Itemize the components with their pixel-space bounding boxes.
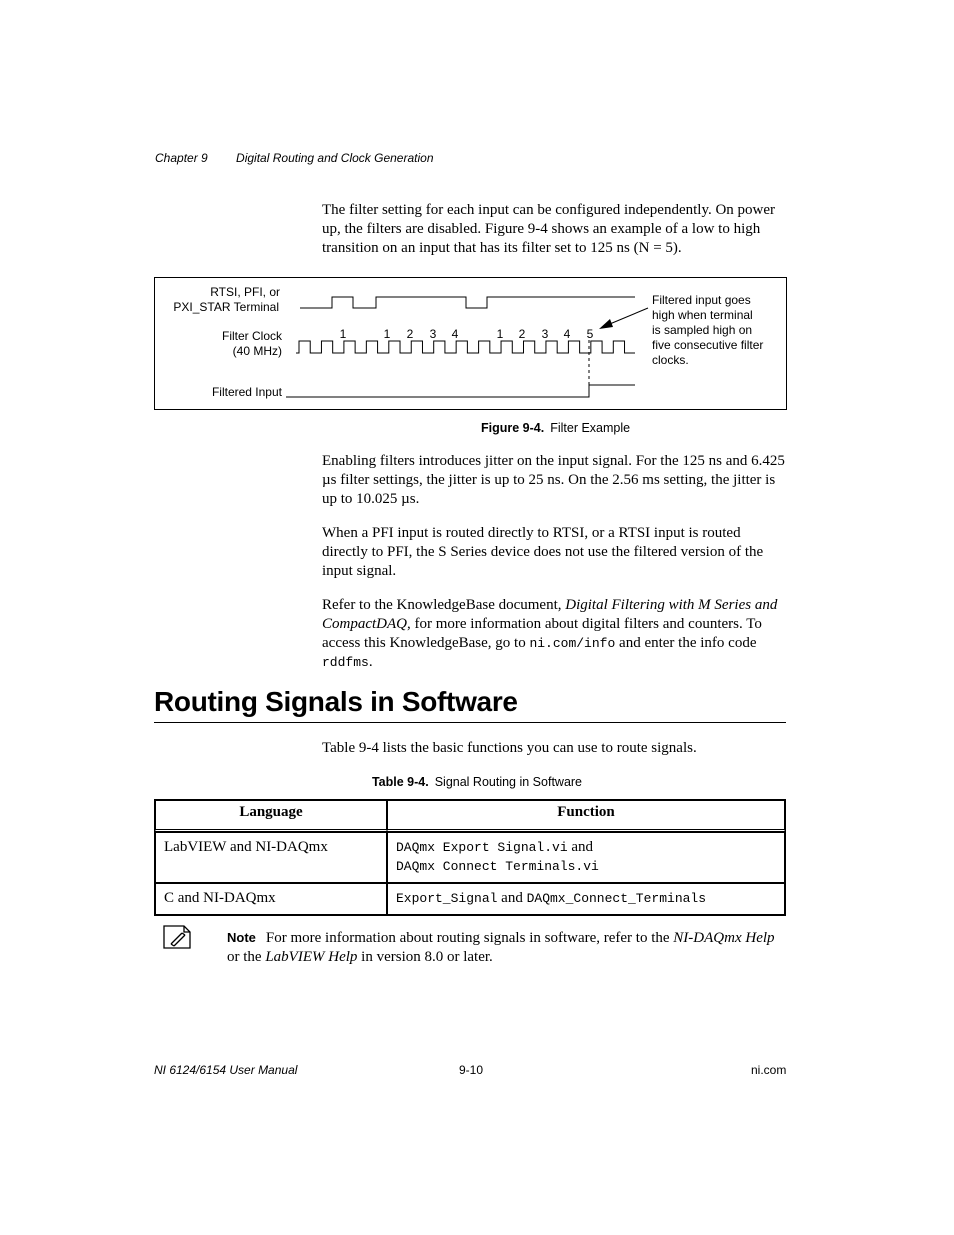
table-caption [0, 775, 954, 789]
note-text [227, 928, 786, 967]
kb-text-3: and enter the info code [615, 635, 757, 651]
figure-caption-text: Filter Example [550, 421, 631, 435]
clock-cycle-number: 3 [541, 327, 549, 341]
clock-cycle-number: 1 [383, 327, 391, 341]
cell-language: C and NI-DAQmx [155, 883, 387, 915]
clock-cycle-number: 1 [339, 327, 347, 341]
clock-waveform [296, 341, 635, 353]
annotation-arrowhead [599, 319, 613, 329]
annotation-line-4: five consecutive filter [652, 338, 764, 352]
table-caption-text: Signal Routing in Software [434, 775, 583, 789]
clock-cycle-number: 2 [406, 327, 414, 341]
note-text-3: in version 8.0 or later. [357, 949, 493, 965]
filtered-waveform [286, 385, 635, 397]
note-text-1: For more information about routing signals in software, refer to the [265, 930, 674, 946]
cell-language: LabVIEW and NI-DAQmx [155, 832, 387, 883]
header-language: Language [155, 800, 387, 832]
annotation-line-5: clocks. [652, 353, 689, 367]
chapter-title: Digital Routing and Clock Generation [236, 151, 434, 165]
clock-cycle-number: 1 [496, 327, 504, 341]
clock-cycle-number: 4 [451, 327, 459, 341]
label-rtsi-line1: RTSI, PFI, or [210, 285, 280, 299]
note-icon [162, 924, 192, 950]
annotation-line-2: high when terminal [652, 308, 753, 322]
kb-url[interactable]: ni.com/info [529, 636, 616, 651]
table-header-row [155, 800, 785, 832]
note-ni-daqmx-help: NI-DAQmx Help [673, 930, 775, 946]
kb-document-title: Digital Filtering with M Series and CompactDAQ [322, 597, 778, 632]
chapter-number: Chapter 9 [155, 151, 208, 165]
annotation-line-3: is sampled high on [652, 323, 753, 337]
cell-function [387, 883, 785, 915]
note-label: Note [227, 930, 256, 945]
clock-cycle-number: 3 [429, 327, 437, 341]
function-export-signal: Export_Signal [396, 891, 498, 906]
function-export-signal-vi: DAQmx Export Signal.vi [396, 840, 568, 855]
timing-diagram [155, 278, 786, 409]
kb-text-4: . [368, 654, 373, 670]
signal-routing-table [154, 799, 786, 916]
running-header [155, 151, 459, 165]
footer-site: ni.com [751, 1063, 787, 1077]
function-joiner: and [567, 839, 594, 855]
note-labview-help: LabVIEW Help [265, 949, 358, 965]
label-rtsi-line2: PXI_STAR Terminal [173, 300, 279, 314]
table-caption-label: Table 9-4. [371, 775, 429, 789]
footer-manual-title: NI 6124/6154 User Manual [154, 1063, 298, 1077]
label-filtered-input: Filtered Input [211, 385, 282, 399]
table-row [155, 883, 785, 915]
label-clock-line1: Filter Clock [221, 329, 282, 343]
terminal-waveform [300, 297, 635, 308]
clock-cycle-number: 5 [586, 327, 594, 341]
function-connect-terminals-vi: DAQmx Connect Terminals.vi [396, 859, 599, 874]
annotation-line-1: Filtered input goes [652, 293, 751, 307]
table-intro-paragraph: Table 9-4 lists the basic functions you can use to route signals. [322, 740, 697, 756]
kb-info-code: rddfms [322, 655, 369, 670]
clock-cycle-number: 4 [563, 327, 571, 341]
function-connect-terminals: DAQmx_Connect_Terminals [526, 891, 707, 906]
kb-text-1: Refer to the KnowledgeBase document, [322, 597, 566, 613]
table-row [155, 832, 785, 883]
figure-caption [481, 421, 630, 435]
footer-page-number: 9-10 [459, 1063, 484, 1077]
clock-cycle-number: 2 [518, 327, 526, 341]
jitter-paragraph: Enabling filters introduces jitter on the input signal. For the 125 ns and 6.425 µs filter settings, the jitter is up to 25 ns. On the 2.56 ms setting, the jitter is up to 10.025 µs. [322, 453, 785, 507]
function-joiner: and [497, 890, 527, 906]
pfi-paragraph: When a PFI input is routed directly to RTSI, or a RTSI input is routed directly to PFI, the S Series device does not use the filtered version of the input signal. [322, 525, 764, 579]
section-heading: Routing Signals in Software [154, 686, 786, 723]
note-text-2: or the [227, 949, 266, 965]
kb-paragraph [322, 596, 786, 672]
figure-filter-example [154, 277, 787, 410]
kb-text-2: , for more information about digital filters and counters. To access this KnowledgeBase, go to [322, 616, 762, 651]
header-function: Function [387, 800, 785, 832]
intro-paragraph: The filter setting for each input can be configured independently. On power up, the filters are disabled. Figure 9-4 shows an example of a low to high transition on an input that has its filter set to 125 ns (N = 5). [322, 202, 776, 256]
figure-caption-label: Figure 9-4. [481, 421, 545, 435]
label-clock-line2: (40 MHz) [232, 344, 282, 358]
cell-function [387, 832, 785, 883]
